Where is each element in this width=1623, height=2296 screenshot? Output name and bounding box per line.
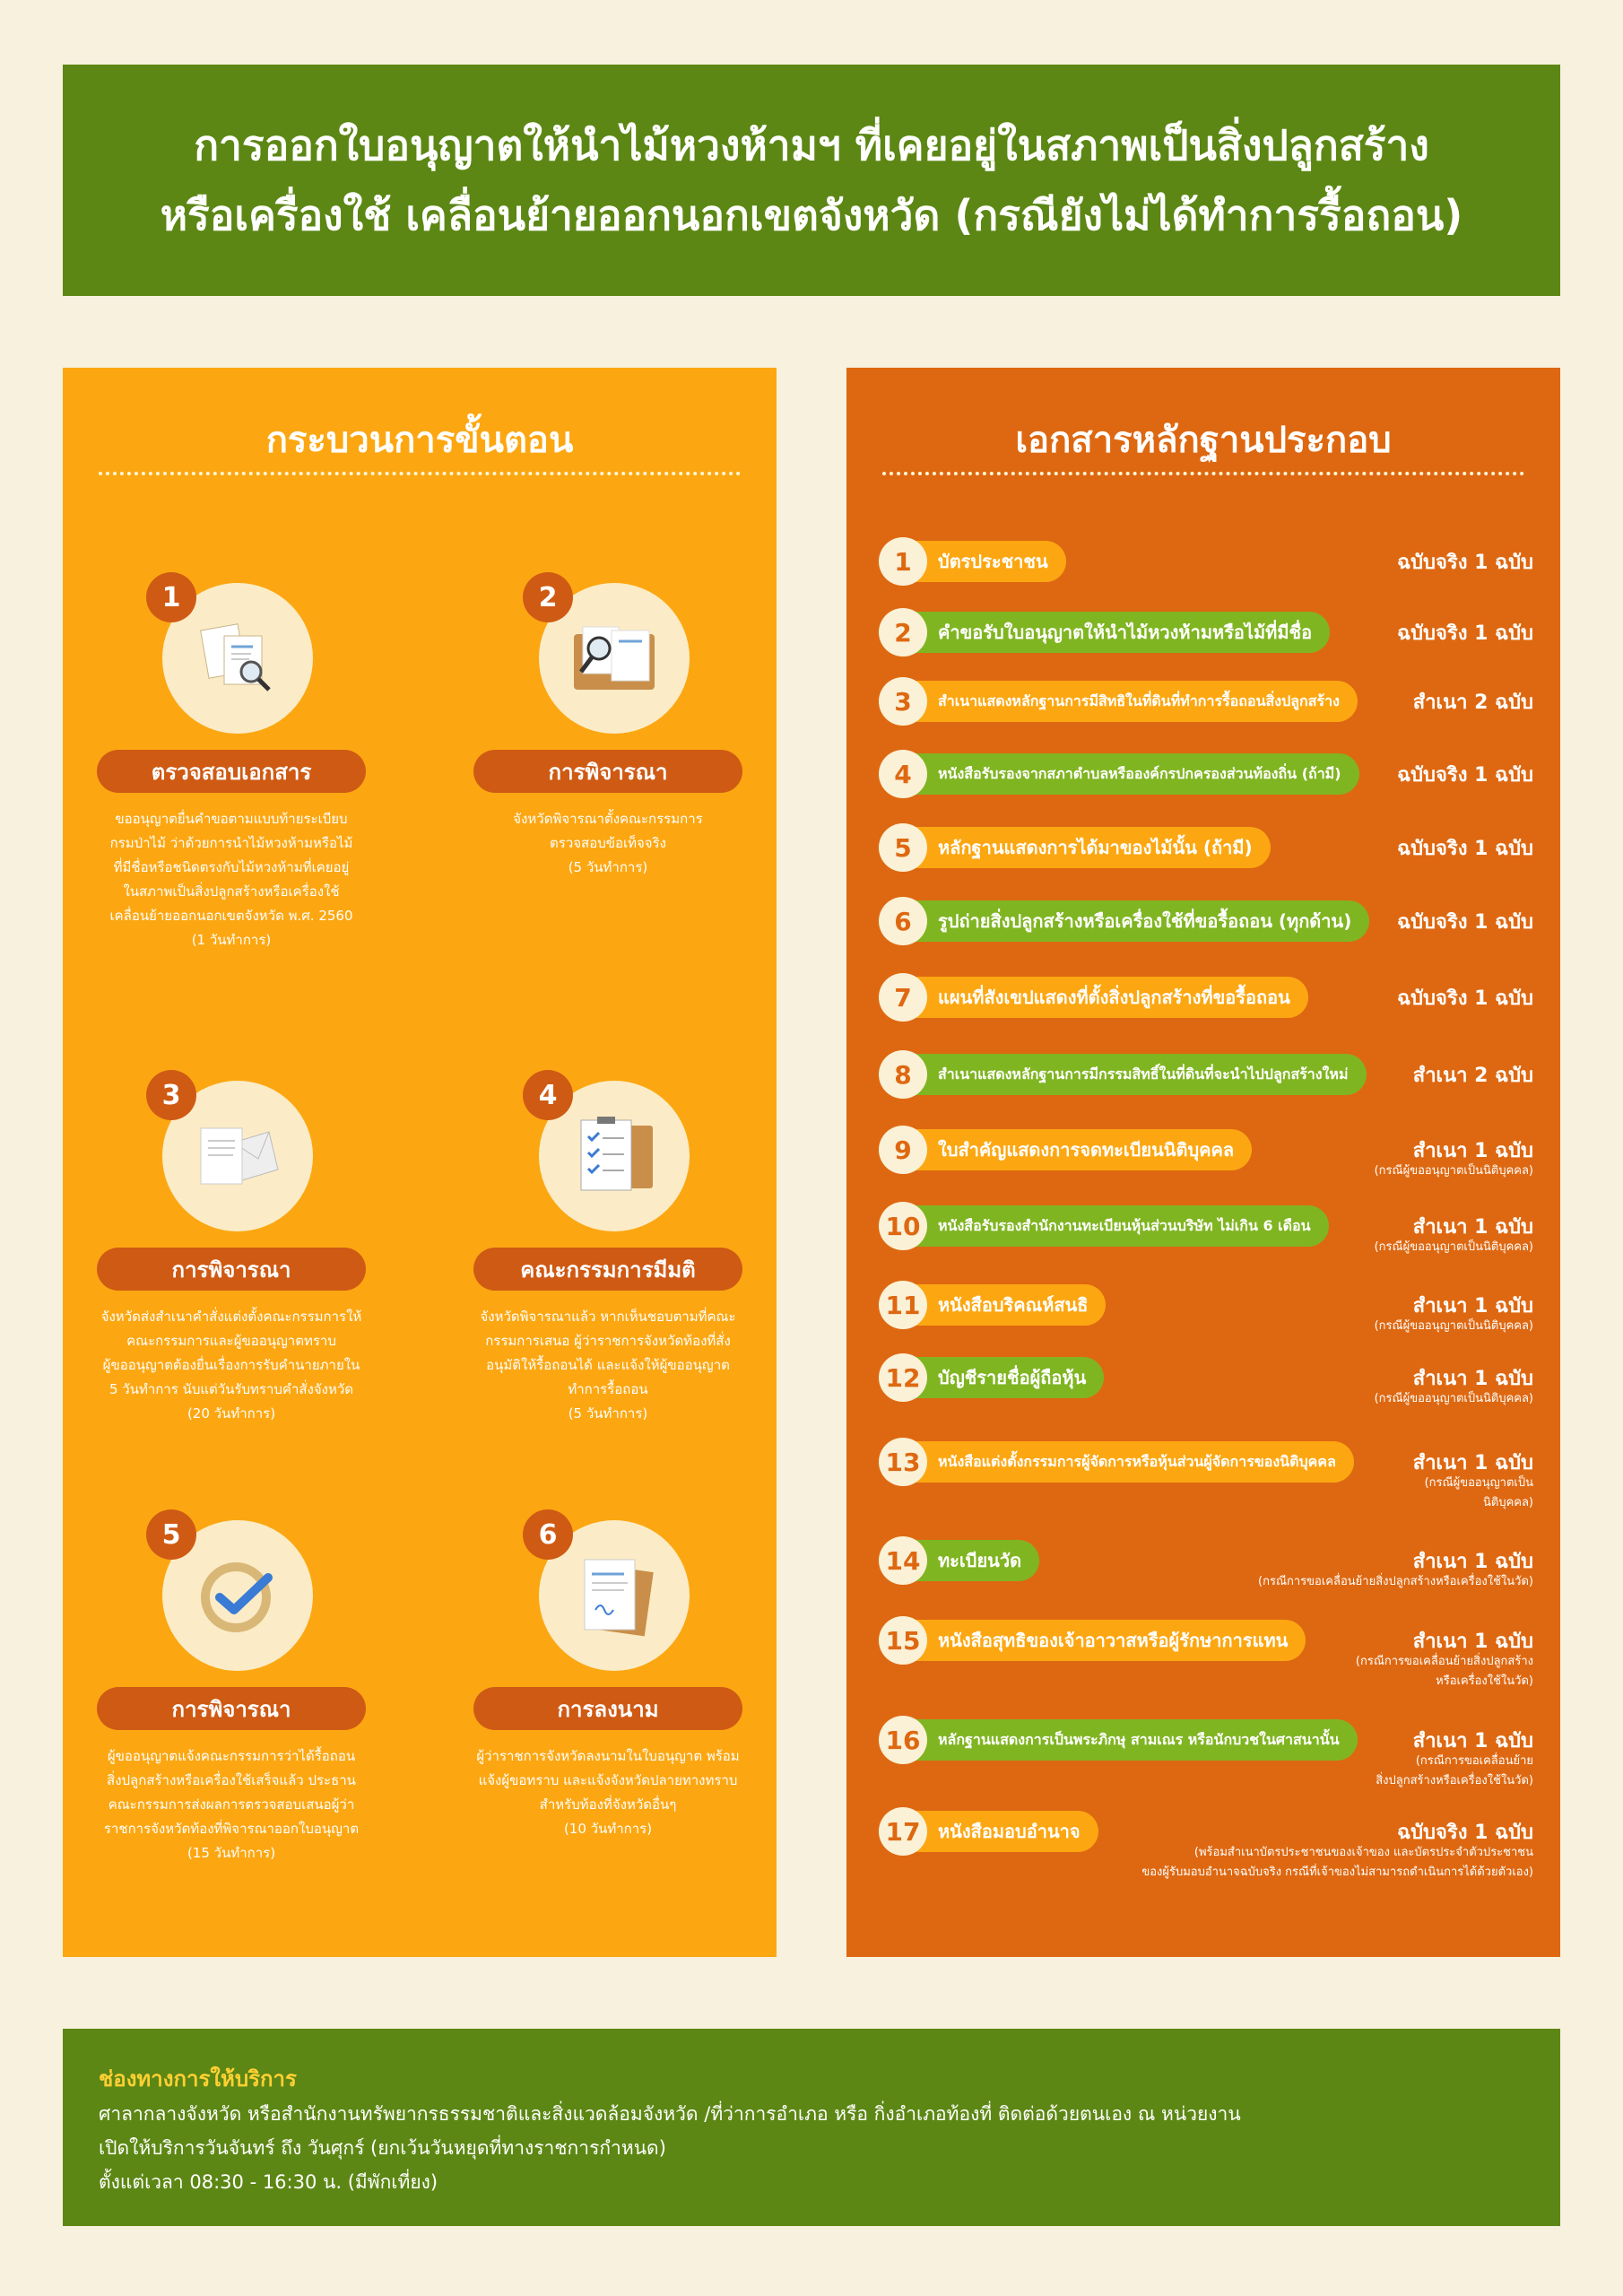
documents-title: เอกสารหลักฐานประกอบ <box>1015 420 1392 461</box>
step-number: 1 <box>146 572 196 622</box>
step-description-line: ราชการจังหวัดท้องที่พิจารณาออกใบอนุญาต <box>103 1821 360 1837</box>
document-name: หนังสือแต่งตั้งกรรมการผู้จัดการหรือหุ้นส่วนผู้จัดการของนิติบุคคล <box>879 1441 1354 1483</box>
process-title: กระบวนการขั้นตอน <box>265 420 574 461</box>
dotted-divider <box>99 472 741 475</box>
document-note-line: (พร้อมสำเนาบัตรประชาชนของเจ้าของ และบัตรประจำตัวประชาชน <box>1193 1846 1533 1859</box>
document-quantity: สำเนา 1 ฉบับ <box>1412 1216 1533 1239</box>
document-note-line: (กรณีการขอเคลื่อนย้ายสิ่งปลูกสร้าง <box>1355 1655 1533 1668</box>
document-number: 10 <box>879 1202 927 1250</box>
document-note-line: (กรณีการขอเคลื่อนย้ายสิ่งปลูกสร้างหรือเครื่องใช้ในวัด) <box>1258 1575 1533 1588</box>
document-note-line: (กรณีผู้ขออนุญาตเป็นนิติบุคคล) <box>1374 1240 1533 1254</box>
document-number: 16 <box>879 1716 927 1764</box>
step-description-line: กรรมการเสนอ ผู้ว่าราชการจังหวัดท้องที่สั่ง <box>485 1333 731 1349</box>
document-note <box>1141 1843 1533 1883</box>
document-quantity: สำเนา 2 ฉบับ <box>1412 1065 1533 1087</box>
document-note-line: นิติบุคคล) <box>1482 1496 1533 1509</box>
document-quantity: สำเนา 1 ฉบับ <box>1412 1730 1533 1752</box>
document-quantity: สำเนา 1 ฉบับ <box>1412 1295 1533 1318</box>
footer-line: เปิดให้บริการวันจันทร์ ถึง วันศุกร์ (ยกเว้นวันหยุดที่ทางราชการกำหนด) <box>99 2137 666 2159</box>
dotted-divider <box>882 472 1524 475</box>
step-description <box>97 1744 366 1866</box>
step-description-line: จังหวัดพิจารณาแล้ว หากเห็นชอบตามที่คณะ <box>480 1309 736 1325</box>
step-description-line: ผู้ขออนุญาตแจ้งคณะกรรมการว่าได้รื้อถอน <box>107 1748 356 1764</box>
step-label: การพิจารณา <box>473 750 742 793</box>
document-quantity: ฉบับจริง 1 ฉบับ <box>1397 987 1533 1010</box>
step-description-line: ในสภาพเป็นสิ่งปลูกสร้างหรือเครื่องใช้ <box>123 883 340 900</box>
document-name: หลักฐานแสดงการเป็นพระภิกษุ สามเณร หรือนักบวชในศาสนานั้น <box>879 1719 1358 1761</box>
step-description-line: 5 วันทำการ นับแต่วันรับทราบคำสั่งจังหวัด <box>108 1381 354 1397</box>
document-quantity: สำเนา 1 ฉบับ <box>1412 1140 1533 1162</box>
document-number: 11 <box>879 1281 927 1329</box>
document-note-line: (กรณีผู้ขออนุญาตเป็น <box>1424 1476 1533 1490</box>
step-number: 2 <box>523 572 573 622</box>
document-number: 4 <box>879 750 927 798</box>
document-number: 9 <box>879 1126 927 1174</box>
document-note <box>1258 1572 1533 1592</box>
step-number: 4 <box>523 1070 573 1120</box>
document-quantity: สำเนา 1 ฉบับ <box>1412 1631 1533 1653</box>
step-description <box>473 1305 742 1426</box>
footer-line: ศาลากลางจังหวัด หรือสำนักงานทรัพยากรธรรมชาติและสิ่งแวดล้อมจังหวัด /ที่ว่าการอำเภอ หรือ กิ่งอำเภอท้องที่ ติดต่อด้วยตนเอง ณ หน่วยงาน <box>99 2103 1241 2125</box>
step-description-line: กรมป่าไม้ ว่าด้วยการนำไม้หวงห้ามหรือไม้ <box>109 835 353 851</box>
document-quantity: สำเนา 1 ฉบับ <box>1412 1452 1533 1474</box>
step-description-line: ขออนุญาตยื่นคำขอตามแบบท้ายระเบียบ <box>115 811 348 827</box>
document-note-line: (กรณีผู้ขออนุญาตเป็นนิติบุคคล) <box>1374 1392 1533 1405</box>
document-number: 13 <box>879 1438 927 1486</box>
page-header <box>63 65 1560 296</box>
document-number: 8 <box>879 1050 927 1099</box>
step-description-line: (5 วันทำการ) <box>568 859 648 875</box>
step-description-line: (1 วันทำการ) <box>191 932 272 948</box>
document-quantity: ฉบับจริง 1 ฉบับ <box>1397 622 1533 645</box>
document-note-line: หรือเครื่องใช้ในวัด) <box>1436 1674 1533 1688</box>
step-description-line: คณะกรรมการส่งผลการตรวจสอบเสนอผู้ว่า <box>108 1796 355 1813</box>
step-label: คณะกรรมการมีมติ <box>473 1248 742 1291</box>
step-description-line: ทำการรื้อถอน <box>568 1381 648 1397</box>
document-number: 12 <box>879 1353 927 1402</box>
step-description-line: สำหรับท้องที่จังหวัดอื่นๆ <box>539 1796 677 1813</box>
document-note-line: สิ่งปลูกสร้างหรือเครื่องใช้ในวัด) <box>1376 1774 1533 1787</box>
step-description-line: จังหวัดส่งสำเนาคำสั่งแต่งตั้งคณะกรรมการให้ <box>100 1309 362 1325</box>
step-number: 3 <box>146 1070 196 1120</box>
document-quantity: ฉบับจริง 1 ฉบับ <box>1397 911 1533 934</box>
document-note <box>1376 1752 1533 1791</box>
step-number: 5 <box>146 1509 196 1560</box>
step-description-line: คณะกรรมการและผู้ขออนุญาตทราบ <box>126 1333 336 1349</box>
step-description <box>473 807 742 880</box>
step-description <box>97 1305 366 1426</box>
step-description <box>97 807 366 952</box>
document-note-line: ของผู้รับมอบอำนาจฉบับจริง กรณีที่เจ้าของไม่สามารถดำเนินการได้ด้วยตัวเอง) <box>1141 1866 1533 1879</box>
step-description-line: (15 วันทำการ) <box>187 1845 276 1861</box>
document-number: 2 <box>879 608 927 657</box>
step-description-line: แจ้งผู้ขอทราบ และแจ้งจังหวัดปลายทางทราบ <box>478 1772 738 1788</box>
document-quantity: ฉบับจริง 1 ฉบับ <box>1397 764 1533 787</box>
document-number: 7 <box>879 973 927 1022</box>
document-number: 3 <box>879 677 927 726</box>
header-title-line-1: การออกใบอนุญาตให้นำไม้หวงห้ามฯ ที่เคยอยู่ในสภาพเป็นสิ่งปลูกสร้าง <box>194 121 1429 170</box>
step-description-line: (10 วันทำการ) <box>563 1821 653 1837</box>
document-number: 6 <box>879 897 927 945</box>
document-note <box>1375 1389 1533 1409</box>
document-name: แผนที่สังเขปแสดงที่ตั้งสิ่งปลูกสร้างที่ขอรื้อถอน <box>879 977 1308 1018</box>
step-description-line: ผู้ขออนุญาตต้องยื่นเรื่องการรับคำนายภายใน <box>102 1357 360 1373</box>
step-description-line: ที่มีชื่อหรือชนิดตรงกับไม้หวงห้ามที่เคยอยู่ <box>113 859 350 875</box>
document-name: รูปถ่ายสิ่งปลูกสร้างหรือเครื่องใช้ที่ขอรื้อถอน (ทุกด้าน) <box>879 900 1369 942</box>
step-description <box>473 1744 742 1841</box>
document-note <box>1375 1317 1533 1336</box>
document-note <box>1375 1161 1533 1181</box>
document-number: 14 <box>879 1536 927 1585</box>
document-quantity: ฉบับจริง 1 ฉบับ <box>1397 552 1533 574</box>
document-name: หลักฐานแสดงการได้มาของไม้นั้น (ถ้ามี) <box>879 827 1271 868</box>
document-name: หนังสือรับรองจากสภาตำบลหรือองค์กรปกครองส่วนท้องถิ่น (ถ้ามี) <box>879 753 1359 795</box>
document-note <box>1375 1238 1533 1257</box>
document-note <box>1425 1474 1533 1513</box>
document-note-line: (กรณีการขอเคลื่อนย้าย <box>1415 1754 1533 1768</box>
step-label: การพิจารณา <box>97 1687 366 1730</box>
step-number: 6 <box>523 1509 573 1560</box>
document-number: 1 <box>879 537 927 586</box>
step-label: การลงนาม <box>473 1687 742 1730</box>
document-quantity: สำเนา 1 ฉบับ <box>1412 1368 1533 1390</box>
document-note <box>1356 1652 1533 1692</box>
step-label: การพิจารณา <box>97 1248 366 1291</box>
step-description-line: จังหวัดพิจารณาตั้งคณะกรรมการ <box>513 811 703 827</box>
document-name: ทะเบียนวัด <box>879 1540 1039 1581</box>
step-description-line: ผู้ว่าราชการจังหวัดลงนามในใบอนุญาต พร้อม <box>476 1748 740 1764</box>
document-quantity: ฉบับจริง 1 ฉบับ <box>1397 1822 1533 1844</box>
document-quantity: สำเนา 1 ฉบับ <box>1412 1551 1533 1573</box>
document-number: 17 <box>879 1807 927 1856</box>
documents-panel <box>846 368 1560 1957</box>
document-name: หนังสือบริคณห์สนธิ <box>879 1284 1106 1326</box>
document-name: หนังสือสุทธิของเจ้าอาวาสหรือผู้รักษาการแทน <box>879 1620 1306 1661</box>
document-name: หนังสือมอบอำนาจ <box>879 1811 1098 1852</box>
document-name: บัญชีรายชื่อผู้ถือหุ้น <box>879 1357 1104 1398</box>
document-name: ใบสำคัญแสดงการจดทะเบียนนิติบุคคล <box>879 1129 1252 1170</box>
step-description-line: (5 วันทำการ) <box>568 1405 648 1422</box>
step-description-line: เคลื่อนย้ายออกนอกเขตจังหวัด พ.ศ. 2560 <box>109 908 353 924</box>
document-name: บัตรประชาชน <box>879 541 1066 582</box>
process-panel <box>63 368 777 1957</box>
step-description-line: (20 วันทำการ) <box>187 1405 276 1422</box>
document-name: หนังสือรับรองสำนักงานทะเบียนหุ้นส่วนบริษัท ไม่เกิน 6 เดือน <box>879 1205 1329 1247</box>
document-quantity: สำเนา 2 ฉบับ <box>1412 691 1533 714</box>
footer-line: ตั้งแต่เวลา 08:30 - 16:30 น. (มีพักเที่ยง) <box>99 2171 438 2193</box>
service-channel-footer <box>63 2029 1560 2226</box>
step-label: ตรวจสอบเอกสาร <box>97 750 366 793</box>
step-description-line: ตรวจสอบข้อเท็จจริง <box>550 835 666 851</box>
document-note-line: (กรณีผู้ขออนุญาตเป็นนิติบุคคล) <box>1374 1319 1533 1333</box>
document-name: สำเนาแสดงหลักฐานการมีสิทธิในที่ดินที่ทำการรื้อถอนสิ่งปลูกสร้าง <box>879 681 1358 722</box>
step-description-line: สิ่งปลูกสร้างหรือเครื่องใช้เสร็จแล้ว ประธาน <box>107 1772 356 1788</box>
document-number: 5 <box>879 823 927 872</box>
document-note-line: (กรณีผู้ขออนุญาตเป็นนิติบุคคล) <box>1374 1164 1533 1178</box>
document-number: 15 <box>879 1616 927 1665</box>
footer-title: ช่องทางการให้บริการ <box>99 2066 297 2092</box>
document-name: สำเนาแสดงหลักฐานการมีกรรมสิทธิ์ในที่ดินที่จะนำไปปลูกสร้างใหม่ <box>879 1054 1367 1095</box>
step-description-line: อนุมัติให้รื้อถอนได้ และแจ้งให้ผู้ขออนุญาต <box>486 1357 730 1373</box>
document-name: คำขอรับใบอนุญาตให้นำไม้หวงห้ามหรือไม้ที่มีชื่อ <box>879 612 1330 653</box>
document-quantity: ฉบับจริง 1 ฉบับ <box>1397 838 1533 860</box>
header-title-line-2: หรือเครื่องใช้ เคลื่อนย้ายออกนอกเขตจังหวัด (กรณียังไม่ได้ทำการรื้อถอน) <box>160 191 1463 239</box>
